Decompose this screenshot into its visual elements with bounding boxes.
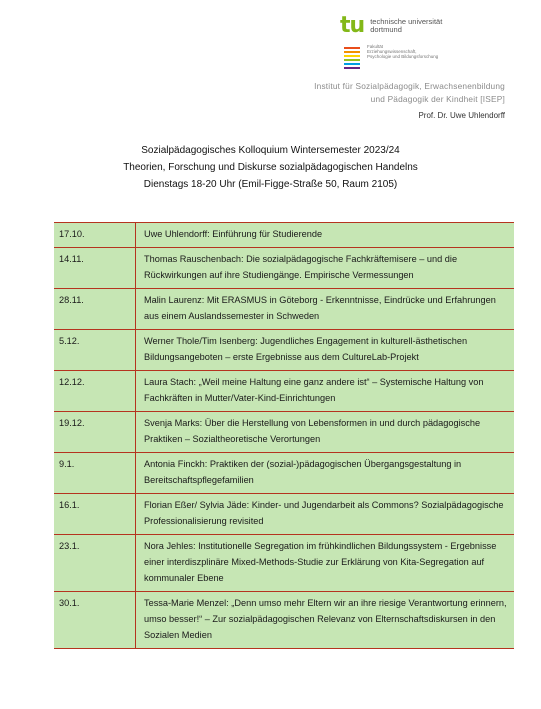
session-date: 16.1. — [54, 494, 136, 535]
table-row — [54, 535, 514, 592]
institute-name — [314, 80, 505, 106]
table-row — [54, 248, 514, 289]
session-date: 19.12. — [54, 412, 136, 453]
session-description: Antonia Finckh: Praktiken der (sozial-)pädagogischen Übergangsgestaltung in Bereitschaftspflegefamilien — [136, 453, 515, 494]
faculty-color-bars-icon — [344, 47, 360, 69]
session-date: 17.10. — [54, 223, 136, 248]
institute-line1: Institut für Sozialpädagogik, Erwachsenenbildung — [314, 81, 505, 91]
session-description: Laura Stach: „Weil meine Haltung eine ganz andere ist“ – Systemische Haltung von Fachkräften in Mutter/Vater-Kind-Einrichtungen — [136, 371, 515, 412]
session-date: 9.1. — [54, 453, 136, 494]
document-header — [0, 142, 541, 193]
session-description: Svenja Marks: Über die Herstellung von Lebensformen in und durch pädagogische Praktiken – Sozialtheoretische Verortungen — [136, 412, 515, 453]
session-description: Malin Laurenz: Mit ERASMUS in Göteborg - Erkenntnisse, Eindrücke und Erfahrungen aus einem Auslandssemester in Schweden — [136, 289, 515, 330]
session-date: 14.11. — [54, 248, 136, 289]
tu-logo-text — [370, 18, 442, 34]
table-row — [54, 330, 514, 371]
document-title: Sozialpädagogisches Kolloquium Wintersemester 2023/24 — [141, 145, 400, 156]
session-description: Florian Eßer/ Sylvia Jäde: Kinder- und Jugendarbeit als Commons? Sozialpädagogische Professionalisierung revisited — [136, 494, 515, 535]
institute-line2: und Pädagogik der Kindheit [ISEP] — [370, 94, 505, 104]
faculty-logo — [344, 44, 438, 69]
table-row — [54, 494, 514, 535]
document-schedule-info: Dienstags 18-20 Uhr (Emil-Figge-Straße 50, Raum 2105) — [143, 179, 398, 190]
professor-name: Prof. Dr. Uwe Uhlendorff — [418, 111, 505, 120]
tu-logo-line1: technische universität — [370, 17, 443, 26]
table-row — [54, 289, 514, 330]
session-description: Tessa-Marie Menzel: „Denn umso mehr Eltern wir an ihre riesige Verantwortung erinnern, umso besser!“ – Zur sozialpädagogischen Relevanz von Elternschaftsdiskursen in den Sozialen Medien — [136, 592, 515, 649]
faculty-line: Fakultät — [367, 44, 384, 49]
faculty-text — [367, 44, 438, 59]
session-description: Nora Jehles: Institutionelle Segregation im frühkindlichen Bildungssystem - Ergebnisse einer interdiszplinäre Mixed-Methods-Studie zur Erklärung von Kita-Segregation auf kommunaler Ebene — [136, 535, 515, 592]
session-date: 5.12. — [54, 330, 136, 371]
session-date: 28.11. — [54, 289, 136, 330]
tu-logo-line2: dortmund — [370, 25, 402, 34]
session-date: 12.12. — [54, 371, 136, 412]
session-description: Werner Thole/Tim Isenberg: Jugendliches Engagement in kulturell-ästhetischen Bildungsangeboten – erste Ergebnisse aus dem CultureLab-Projekt — [136, 330, 515, 371]
tu-logo-mark: tu — [340, 13, 365, 38]
document-subtitle: Theorien, Forschung und Diskurse sozialpädagogischen Handelns — [123, 162, 418, 173]
session-description: Thomas Rauschenbach: Die sozialpädagogische Fachkräftemisere – und die Rückwirkungen auf ihre Studiengänge. Empirische Vermessungen — [136, 248, 515, 289]
session-description: Uwe Uhlendorff: Einführung für Studierende — [136, 223, 515, 248]
table-row — [54, 412, 514, 453]
session-date: 30.1. — [54, 592, 136, 649]
schedule-table — [54, 222, 514, 649]
table-row — [54, 592, 514, 649]
session-date: 23.1. — [54, 535, 136, 592]
table-row — [54, 371, 514, 412]
table-row — [54, 223, 514, 248]
tu-dortmund-logo — [340, 13, 443, 38]
faculty-line: Erziehungswissenschaft, — [367, 49, 417, 54]
table-row — [54, 453, 514, 494]
faculty-line: Psychologie und Bildungsforschung — [367, 54, 439, 59]
